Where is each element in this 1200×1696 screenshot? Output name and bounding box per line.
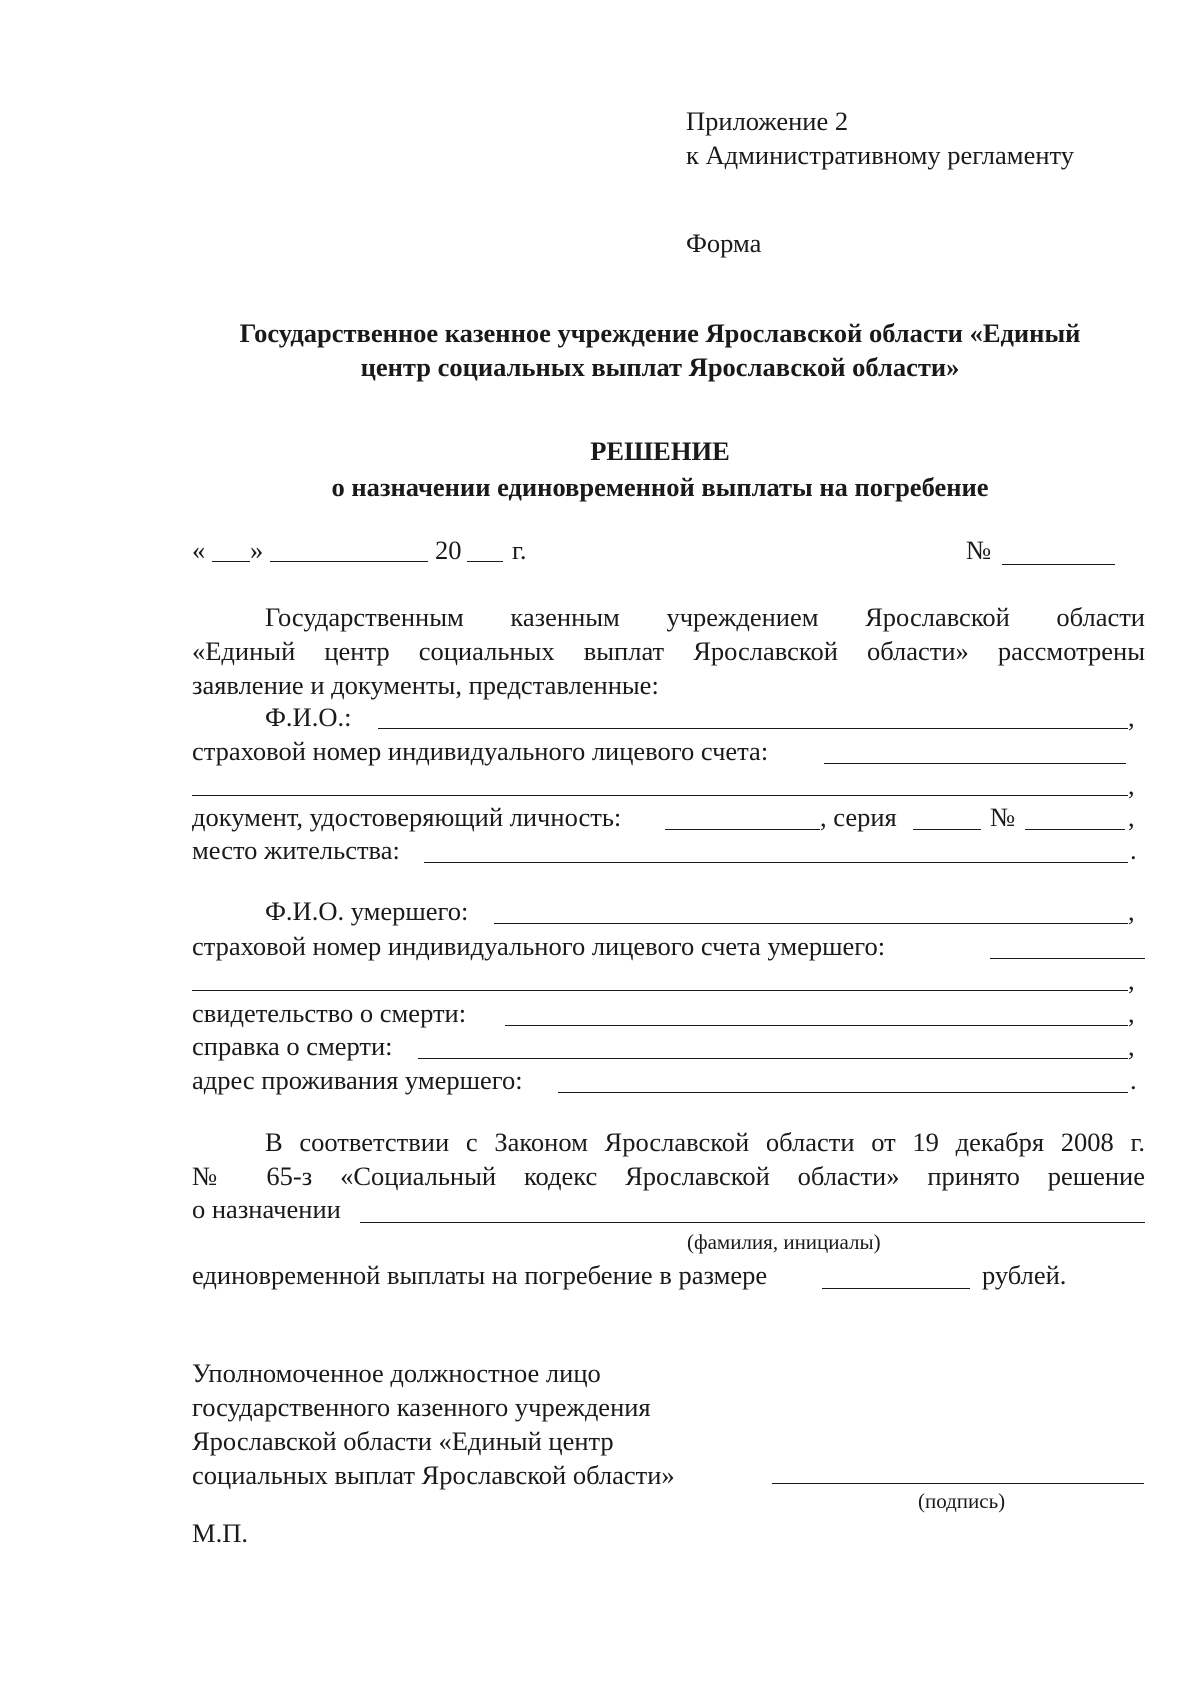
residence-label: место жительства: xyxy=(192,835,400,865)
org-name-line2: центр социальных выплат Ярославской области» xyxy=(360,352,960,382)
applicant-snils-field[interactable] xyxy=(824,763,1126,764)
annex-label: Приложение 2 xyxy=(686,106,849,136)
applicant-snils-field-cont[interactable] xyxy=(192,795,1128,796)
deceased-address-label: адрес проживания умершего: xyxy=(192,1065,523,1095)
comma: , xyxy=(1128,998,1135,1028)
deceased-address-field[interactable] xyxy=(558,1092,1128,1093)
comma: , xyxy=(1128,802,1135,832)
amount-line-suffix: рублей. xyxy=(982,1260,1067,1290)
seal-place: М.П. xyxy=(192,1518,248,1548)
number-sign: № xyxy=(966,535,992,565)
document-subtitle: о назначении единовременной выплаты на погребение xyxy=(331,472,989,502)
form-label: Форма xyxy=(686,228,762,258)
comma: , xyxy=(1128,770,1135,800)
decision-number-field[interactable] xyxy=(1002,564,1115,565)
signatory-line2: государственного казенного учреждения xyxy=(192,1392,651,1422)
id-document-type-field[interactable] xyxy=(665,829,820,830)
document-title: РЕШЕНИЕ xyxy=(590,436,730,466)
intro-line1: Государственным казенным учреждением Ярославской области xyxy=(265,602,1145,632)
amount-line-prefix: единовременной выплаты на погребение в размере xyxy=(192,1260,768,1290)
comma: , xyxy=(1128,965,1135,995)
comma: , xyxy=(1128,896,1135,926)
year-prefix: 20 xyxy=(435,535,462,565)
id-number-field[interactable] xyxy=(1025,829,1125,830)
decision-line2: № 65-з «Социальный кодекс Ярославской области» принято решение xyxy=(192,1161,1145,1191)
period: . xyxy=(1130,835,1137,865)
month-field[interactable] xyxy=(270,561,428,562)
recipient-name-hint: (фамилия, инициалы) xyxy=(687,1230,881,1254)
signatory-line3: Ярославской области «Единый центр xyxy=(192,1426,614,1456)
deceased-snils-field[interactable] xyxy=(990,958,1145,959)
year-field[interactable] xyxy=(467,561,503,562)
date-quote-close: » xyxy=(250,535,264,565)
death-note-field[interactable] xyxy=(418,1058,1128,1059)
deceased-fio-label: Ф.И.О. умершего: xyxy=(265,896,469,926)
amount-field[interactable] xyxy=(822,1288,970,1289)
intro-line2: «Единый центр социальных выплат Ярославской области» рассмотрены xyxy=(192,636,1145,666)
deceased-fio-field[interactable] xyxy=(494,923,1128,924)
deceased-snils-field-cont[interactable] xyxy=(192,990,1128,991)
death-certificate-label: свидетельство о смерти: xyxy=(192,998,467,1028)
year-suffix: г. xyxy=(512,535,527,565)
applicant-fio-label: Ф.И.О.: xyxy=(265,702,352,732)
decision-line1: В соответствии с Законом Ярославской области от 19 декабря 2008 г. xyxy=(265,1127,1145,1157)
applicant-fio-field[interactable] xyxy=(378,728,1128,729)
period: . xyxy=(1130,1065,1137,1095)
signature-field[interactable] xyxy=(772,1483,1144,1484)
day-field[interactable] xyxy=(212,561,250,562)
decision-line3: о назначении xyxy=(192,1194,341,1224)
applicant-snils-label: страховой номер индивидуального лицевого счета: xyxy=(192,736,769,766)
deceased-snils-label: страховой номер индивидуального лицевого счета умершего: xyxy=(192,931,886,961)
death-certificate-field[interactable] xyxy=(505,1025,1128,1026)
id-document-label: документ, удостоверяющий личность: xyxy=(192,802,622,832)
death-note-label: справка о смерти: xyxy=(192,1031,393,1061)
signatory-line4: социальных выплат Ярославской области» xyxy=(192,1460,675,1490)
annex-reference: к Административному регламенту xyxy=(686,140,1074,170)
comma: , xyxy=(1128,702,1135,732)
series-label: , серия xyxy=(820,802,897,832)
id-series-field[interactable] xyxy=(913,829,981,830)
recipient-name-field[interactable] xyxy=(360,1222,1145,1223)
comma: , xyxy=(1128,1031,1135,1061)
id-number-label: № xyxy=(990,802,1016,832)
org-name-line1: Государственное казенное учреждение Ярославской области «Единый xyxy=(239,318,1081,348)
signatory-line1: Уполномоченное должностное лицо xyxy=(192,1358,601,1388)
intro-line3: заявление и документы, представленные: xyxy=(192,670,659,700)
residence-field[interactable] xyxy=(424,862,1128,863)
date-quote-open: « xyxy=(192,535,206,565)
signature-hint: (подпись) xyxy=(918,1489,1006,1513)
